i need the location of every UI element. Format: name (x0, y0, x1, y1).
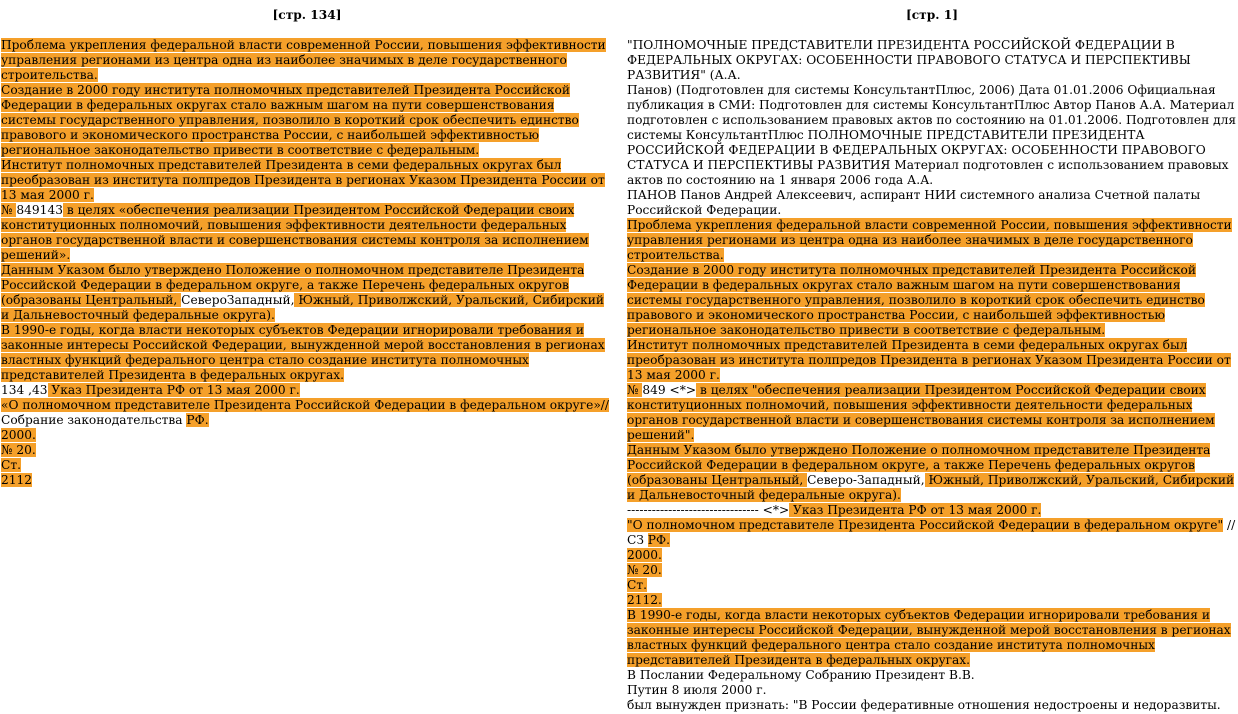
right-paragraph (627, 683, 1237, 698)
right-paragraph (627, 338, 1237, 383)
highlighted-text: Ст. (1, 458, 21, 472)
highlighted-text: Институт полномочных представителей Президента в семи федеральных округах был преобразован из института полпредов Президента в регионах Указом Президента России от 13 мая 2000 г. (1, 158, 605, 202)
page-header-left: [стр. 134] (272, 8, 342, 22)
right-paragraph (627, 503, 1237, 518)
right-paragraph (627, 548, 1237, 563)
highlighted-text: Указ Президента РФ от 13 мая 2000 г. (789, 503, 1042, 517)
right-paragraph (627, 578, 1237, 593)
highlighted-text: Данным Указом было утверждено Положение о полномочном представителе Президента Российской Федерации в федеральном округе, а также Перечень федеральных округов (образованы Центральный, (627, 443, 1211, 487)
highlighted-text: Проблема укрепления федеральной власти современной России, повышения эффективности управления регионами из центра одна из наиболее значимых в деле государственного строительства. (1, 38, 606, 82)
plain-text: В Послании Федеральному Собранию Президент В.В. (627, 668, 975, 682)
plain-text: СевероЗападный, (181, 293, 295, 307)
right-paragraph (627, 668, 1237, 683)
highlighted-text: Создание в 2000 году института полномочных представителей Президента Российской Федерации в федеральных округах стало важным шагом на пути совершенствования системы государственного управления, позволило в короткий срок обеспечить единство правового и экономического пространства России, с наибольшей эффективностью региональное законодательство привести в соответствие с федеральным. (627, 263, 1205, 337)
left-paragraph (1, 38, 613, 83)
highlighted-text: в целях «обеспечения реализации Президентом Российской Федерации своих конституционных полномочий, повышения эффективности деятельности федеральных органов государственной власти и совершенствования системы контроля за исполнением решений». (1, 203, 589, 262)
plain-text: // (1223, 518, 1236, 532)
right-content (627, 38, 1237, 713)
highlighted-text: Институт полномочных представителей Президента в семи федеральных округах был преобразован из института полпредов Президента в регионах Указом Президента России от 13 мая 2000 г. (627, 338, 1231, 382)
plain-text: Северо-Западный, (807, 473, 925, 487)
right-paragraph (627, 188, 1237, 218)
highlighted-text: Южный, Приволжский, Уральский, Сибирский и Дальневосточный федеральные округа). (627, 473, 1235, 502)
highlighted-text: РФ. (186, 413, 209, 427)
plain-text: Панов) (Подготовлен для системы КонсультантПлюс, 2006) Дата 01.01.2006 Официальная публикация в СМИ: Подготовлен для системы КонсультантПлюс Автор Панов А.А. Материал подготовлен с использованием правовых актов по состоянию на 01.01.2006. Подготовлен для системы КонсультантПлюс ПОЛНОМОЧНЫЕ ПРЕДСТАВИТЕЛИ ПРЕЗИДЕНТА РОССИЙСКОЙ ФЕДЕРАЦИИ В ФЕДЕРАЛЬНЫХ ОКРУГАХ: ОСОБЕННОСТИ ПРАВОВОГО СТАТУСА И ПЕРСПЕКТИВЫ РАЗВИТИЯ Материал подготовлен с использованием правовых актов по состоянию на 1 января 2006 года А.А. (627, 83, 1237, 187)
left-paragraph (1, 263, 613, 323)
left-paragraph (1, 398, 613, 413)
right-paragraph (627, 698, 1237, 713)
highlighted-text: В 1990-е годы, когда власти некоторых субъектов Федерации игнорировали требования и законные интересы Российской Федерации, вынужденной мерой восстановления в регионах властных функций федерального центра стало создание института полномочных представителей Президента в федеральных округах. (1, 323, 605, 382)
right-paragraph (627, 83, 1237, 188)
highlighted-text: № 20. (1, 443, 36, 457)
right-paragraph (627, 608, 1237, 668)
left-column (1, 0, 613, 488)
left-content (1, 38, 613, 488)
right-paragraph (627, 263, 1237, 338)
highlighted-text: Указ Президента РФ от 13 мая 2000 г. (47, 383, 300, 397)
plain-text: 134 ,43 (1, 383, 48, 397)
plain-text: Путин 8 июля 2000 г. (627, 683, 767, 697)
highlighted-text: 2000. (627, 548, 662, 562)
plain-text: ПАНОВ Панов Андрей Алексеевич, аспирант НИИ системного анализа Счетной палаты Российской Федерации. (627, 188, 1201, 217)
left-paragraph (1, 443, 613, 458)
left-paragraph (1, 323, 613, 383)
right-paragraph (627, 518, 1237, 533)
highlighted-text: № 20. (627, 563, 662, 577)
right-paragraph (627, 563, 1237, 578)
left-paragraph (1, 413, 613, 428)
left-paragraph (1, 158, 613, 203)
plain-text: был вынужден признать: "В России федеративные отношения недостроены и недоразвиты. (627, 698, 1221, 712)
plain-text: "ПОЛНОМОЧНЫЕ ПРЕДСТАВИТЕЛИ ПРЕЗИДЕНТА РОССИЙСКОЙ ФЕДЕРАЦИИ В ФЕДЕРАЛЬНЫХ ОКРУГАХ: ОСОБЕННОСТИ ПРАВОВОГО СТАТУСА И ПЕРСПЕКТИВЫ РАЗВИТИЯ" (А.А. (627, 38, 1191, 82)
left-paragraph (1, 203, 613, 263)
highlighted-text: Проблема укрепления федеральной власти современной России, повышения эффективности управления регионами из центра одна из наиболее значимых в деле государственного строительства. (627, 218, 1232, 262)
left-paragraph (1, 83, 613, 158)
right-paragraph (627, 218, 1237, 263)
highlighted-text: Данным Указом было утверждено Положение о полномочном представителе Президента Российской Федерации в федеральном округе, а также Перечень федеральных округов (образованы Центральный, (1, 263, 585, 307)
left-paragraph (1, 473, 613, 488)
highlighted-text: РФ. (647, 533, 670, 547)
highlighted-text: Ст. (627, 578, 647, 592)
plain-text: 849 <*> (642, 383, 697, 397)
highlighted-text: Создание в 2000 году института полномочных представителей Президента Российской Федерации в федеральных округах стало важным шагом на пути совершенствования системы государственного управления, позволило в короткий срок обеспечить единство правового и экономического пространства России, с наибольшей эффективностью региональное законодательство привести в соответствие с федеральным. (1, 83, 579, 157)
highlighted-text: «О полномочном представителе Президента Российской Федерации в федеральном округе»// (1, 398, 609, 412)
left-paragraph (1, 428, 613, 443)
right-paragraph (627, 38, 1237, 83)
highlighted-text: 2112 (1, 473, 33, 487)
left-paragraph (1, 458, 613, 473)
left-paragraph (1, 383, 613, 398)
highlighted-text: Южный, Приволжский, Уральский, Сибирский и Дальневосточный федеральные округа). (1, 293, 605, 322)
highlighted-text: № (1, 203, 17, 217)
highlighted-text: в целях "обеспечения реализации Президентом Российской Федерации своих конституционных полномочий, повышения эффективности деятельности федеральных органов государственной власти и совершенствования системы контроля за исполнением решений". (627, 383, 1215, 442)
highlighted-text: № (627, 383, 643, 397)
page-header-right: [стр. 1] (906, 8, 958, 22)
plain-text: Собрание законодательства (1, 413, 187, 427)
plain-text: СЗ (627, 533, 648, 547)
right-column (627, 0, 1237, 713)
right-paragraph (627, 443, 1237, 503)
highlighted-text: В 1990-е годы, когда власти некоторых субъектов Федерации игнорировали требования и законные интересы Российской Федерации, вынужденной мерой восстановления в регионах властных функций федерального центра стало создание института полномочных представителей Президента в федеральных округах. (627, 608, 1231, 667)
highlighted-text: 2112. (627, 593, 662, 607)
highlighted-text: 2000. (1, 428, 36, 442)
plain-text: -------------------------------- <*> (627, 503, 790, 517)
highlighted-text: "О полномочном представителе Президента Российской Федерации в федеральном округе" (627, 518, 1224, 532)
right-paragraph (627, 593, 1237, 608)
plain-text: 849143 (16, 203, 63, 217)
right-paragraph (627, 533, 1237, 548)
right-paragraph (627, 383, 1237, 443)
